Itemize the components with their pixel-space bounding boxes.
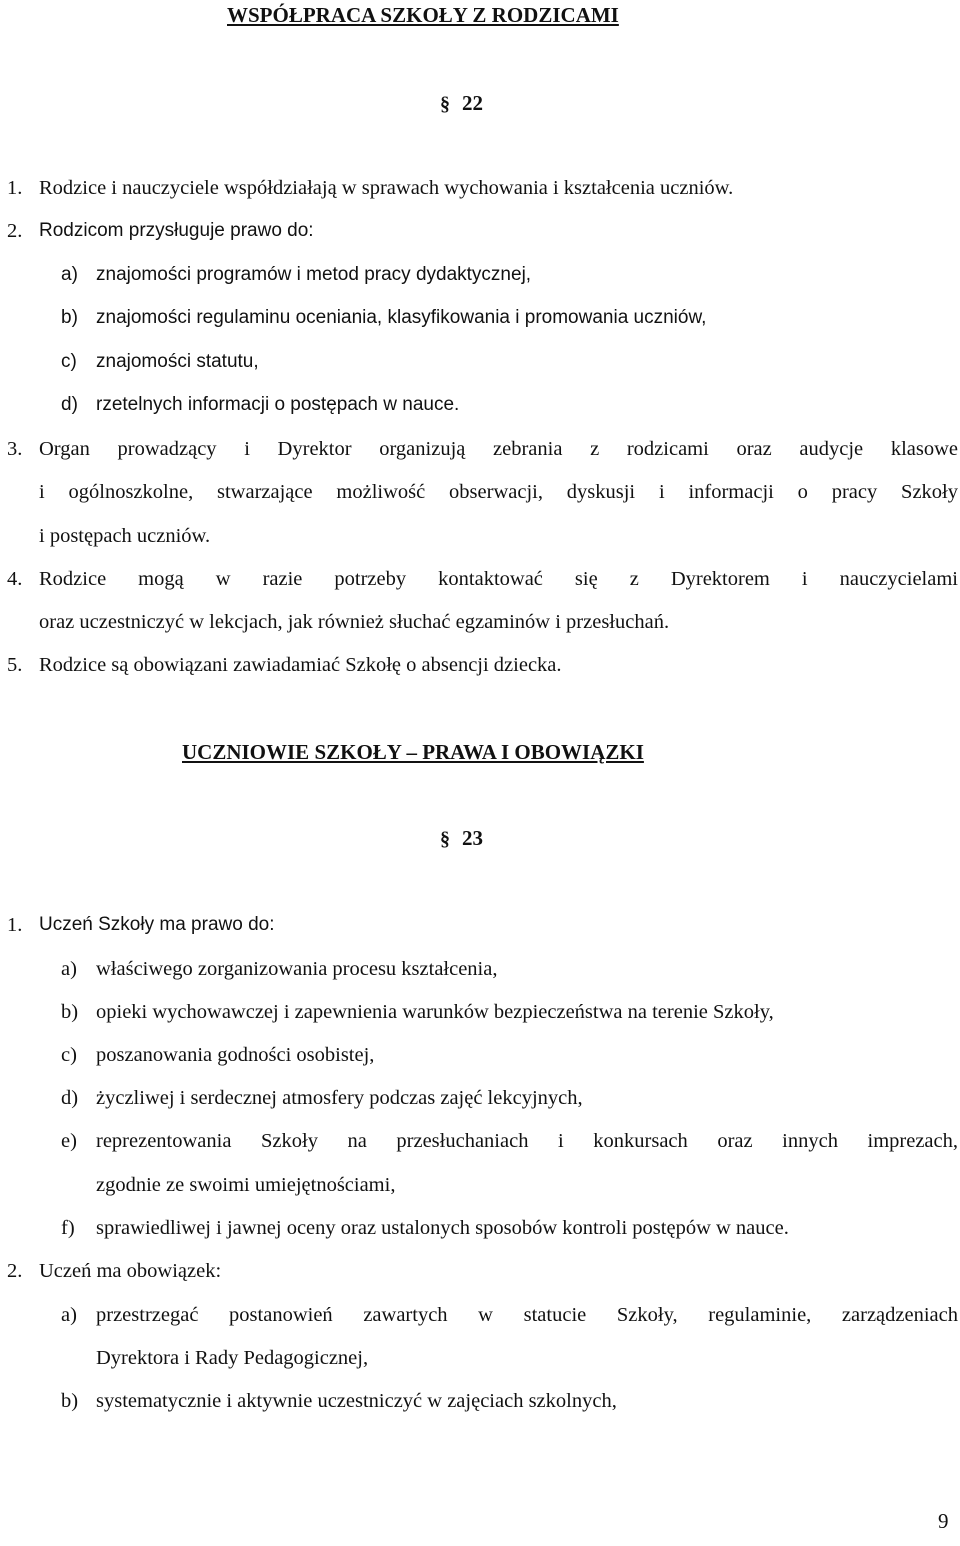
list-item-text-line: Rodzice mogą w razie potrzeby kontaktować się z Dyrektorem i nauczycielami bbox=[39, 568, 958, 590]
sub-item-letter: a) bbox=[61, 958, 77, 980]
sub-item-text: właściwego zorganizowania procesu kształcenia, bbox=[96, 958, 498, 980]
sub-item-letter: d) bbox=[61, 394, 78, 415]
list-item-text-line: Organ prowadzący i Dyrektor organizują zebrania z rodzicami oraz audycje klasowe bbox=[39, 438, 958, 460]
sub-item-text: znajomości programów i metod pracy dydaktycznej, bbox=[96, 264, 532, 285]
list-number: 1. bbox=[7, 914, 23, 936]
sub-item-text: sprawiedliwej i jawnej oceny oraz ustalonych sposobów kontroli postępów w nauce. bbox=[96, 1217, 789, 1239]
sub-item-text-continuation: zgodnie ze swoimi umiejętnościami, bbox=[96, 1174, 396, 1196]
section-heading: UCZNIOWIE SZKOŁY – PRAWA I OBOWIĄZKI bbox=[182, 740, 644, 764]
list-item-text-line: i ogólnoszkolne, stwarzające możliwość obserwacji, dyskusji i informacji o pracy Szkoły bbox=[39, 481, 958, 503]
list-item-text: Rodzice są obowiązani zawiadamiać Szkołę o absencji dziecka. bbox=[39, 654, 562, 676]
sub-item-letter: a) bbox=[61, 1304, 77, 1326]
sub-item-text: systematycznie i aktywnie uczestniczyć w zajęciach szkolnych, bbox=[96, 1390, 617, 1412]
list-number: 1. bbox=[7, 177, 23, 199]
list-item-text: Rodzicom przysługuje prawo do: bbox=[39, 220, 314, 241]
list-number: 2. bbox=[7, 1260, 23, 1282]
sub-item-letter: a) bbox=[61, 264, 78, 285]
section-heading: WSPÓŁPRACA SZKOŁY Z RODZICAMI bbox=[227, 3, 619, 27]
sub-item-letter: d) bbox=[61, 1087, 79, 1109]
sub-item-letter: b) bbox=[61, 1001, 79, 1023]
list-item-text: Uczeń Szkoły ma prawo do: bbox=[39, 914, 275, 935]
paragraph-number-value: 23 bbox=[462, 826, 483, 850]
paragraph-number bbox=[440, 823, 483, 854]
sub-item-text-continuation: Dyrektora i Rady Pedagogicznej, bbox=[96, 1347, 369, 1369]
sub-item-letter: b) bbox=[61, 1390, 79, 1412]
sub-item-text: poszanowania godności osobistej, bbox=[96, 1044, 375, 1066]
list-item-text: Rodzice i nauczyciele współdziałają w sprawach wychowania i kształcenia uczniów. bbox=[39, 177, 734, 199]
section-sign-icon: § bbox=[440, 828, 450, 850]
list-item-text-line: oraz uczestniczyć w lekcjach, jak również słuchać egzaminów i przesłuchań. bbox=[39, 611, 670, 633]
sub-item-text: życzliwej i serdecznej atmosfery podczas zajęć lekcyjnych, bbox=[96, 1087, 583, 1109]
list-item-text: Uczeń ma obowiązek: bbox=[39, 1260, 222, 1282]
sub-item-letter: f) bbox=[61, 1217, 75, 1239]
list-number: 3. bbox=[7, 438, 23, 460]
list-number: 5. bbox=[7, 654, 23, 676]
sub-item-text: rzetelnych informacji o postępach w nauce. bbox=[96, 394, 460, 415]
sub-item-text: przestrzegać postanowień zawartych w statucie Szkoły, regulaminie, zarządzeniach bbox=[96, 1304, 958, 1326]
sub-item-text: opieki wychowawczej i zapewnienia warunków bezpieczeństwa na terenie Szkoły, bbox=[96, 1001, 774, 1023]
paragraph-number bbox=[440, 88, 483, 119]
list-number: 4. bbox=[7, 568, 23, 590]
sub-item-text: znajomości statutu, bbox=[96, 351, 259, 372]
page-number: 9 bbox=[938, 1509, 949, 1533]
sub-item-text: znajomości regulaminu oceniania, klasyfikowania i promowania uczniów, bbox=[96, 307, 707, 328]
sub-item-letter: c) bbox=[61, 351, 77, 372]
sub-item-letter: b) bbox=[61, 307, 78, 328]
paragraph-number-value: 22 bbox=[462, 91, 483, 115]
list-number: 2. bbox=[7, 220, 23, 242]
list-item-text-line: i postępach uczniów. bbox=[39, 525, 211, 547]
sub-item-letter: c) bbox=[61, 1044, 77, 1066]
sub-item-text: reprezentowania Szkoły na przesłuchaniach i konkursach oraz innych imprezach, bbox=[96, 1130, 958, 1152]
section-sign-icon: § bbox=[440, 93, 450, 115]
sub-item-letter: e) bbox=[61, 1130, 77, 1152]
